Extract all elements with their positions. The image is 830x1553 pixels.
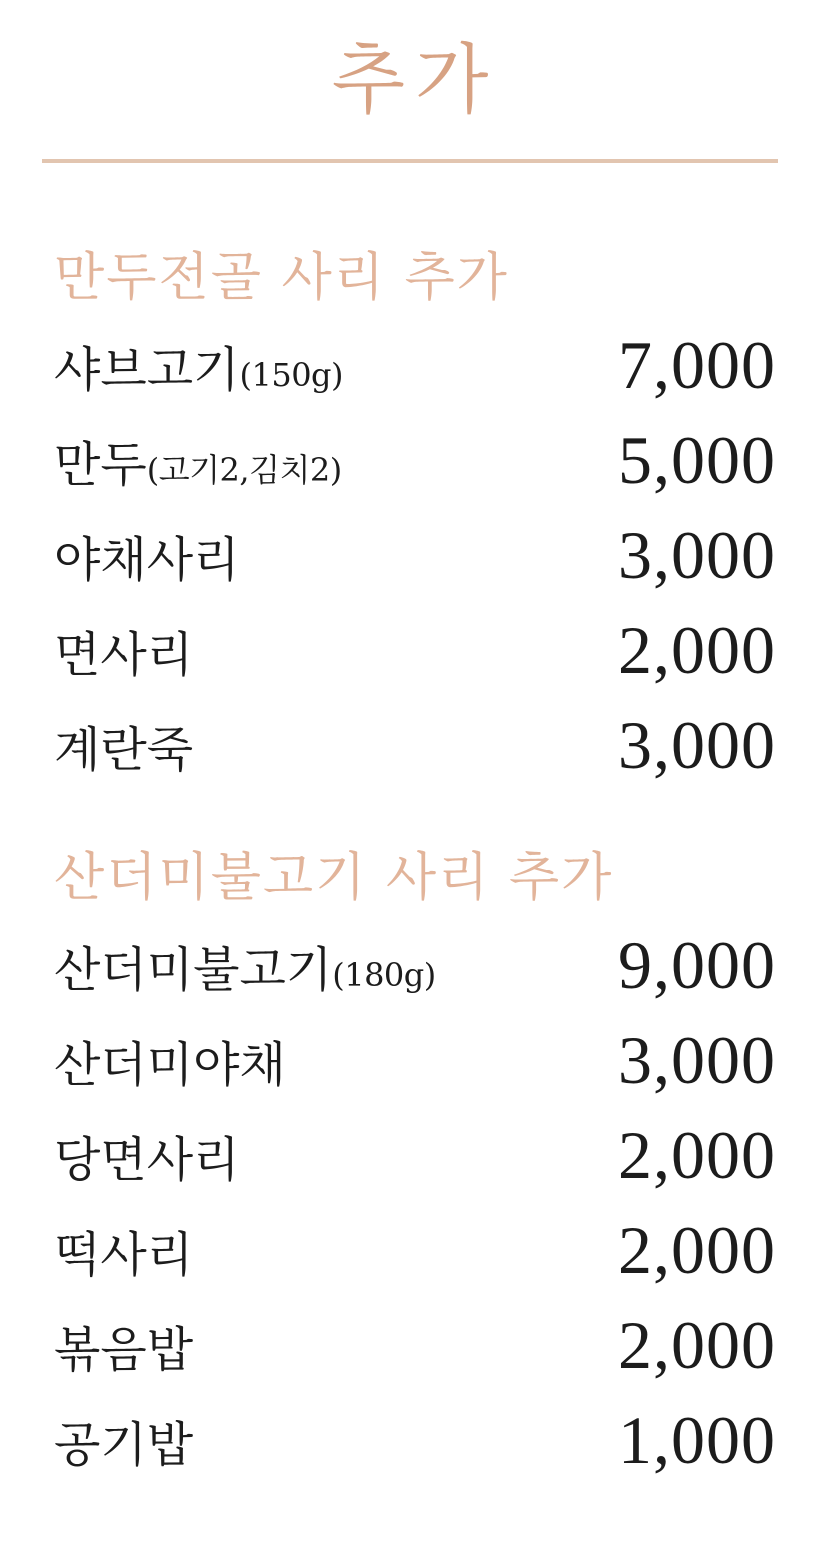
menu-list — [54, 918, 776, 1488]
menu-item — [54, 918, 776, 1013]
item-label — [54, 711, 193, 780]
item-price: 3,000 — [618, 1022, 776, 1098]
item-name: 면사리 — [54, 627, 194, 683]
menu-item — [54, 1013, 776, 1108]
item-label — [54, 1026, 286, 1095]
item-label — [54, 521, 239, 590]
item-name: 만두 — [54, 437, 147, 493]
item-name: 공기밥 — [54, 1417, 194, 1473]
item-name: 산더미불고기 — [54, 942, 333, 998]
item-price: 1,000 — [618, 1402, 776, 1478]
menu-item — [54, 318, 776, 413]
item-price: 9,000 — [618, 927, 776, 1003]
item-price: 3,000 — [618, 707, 776, 783]
section-mandu-jeongol-extras — [54, 238, 776, 793]
section-heading: 산더미불고기 사리 추가 — [54, 848, 614, 908]
item-name: 계란죽 — [54, 722, 194, 778]
item-label — [54, 426, 342, 495]
menu-item — [54, 1203, 776, 1298]
menu-item — [54, 1298, 776, 1393]
item-note: (180g) — [332, 956, 436, 994]
item-name: 떡사리 — [54, 1227, 194, 1283]
item-label — [54, 331, 343, 400]
item-price: 2,000 — [618, 1117, 776, 1193]
item-name: 샤브고기 — [54, 342, 240, 398]
page-title: 추가 — [331, 35, 499, 124]
item-note: (고기2,김치2) — [146, 451, 342, 489]
item-name: 당면사리 — [54, 1132, 240, 1188]
menu-item — [54, 603, 776, 698]
item-name: 볶음밥 — [54, 1322, 194, 1378]
menu-item — [54, 698, 776, 793]
item-price: 7,000 — [618, 327, 776, 403]
section-heading: 만두전골 사리 추가 — [54, 248, 509, 308]
menu-item — [54, 1393, 776, 1488]
section-sandeomi-bulgogi-extras — [54, 838, 776, 1488]
item-name: 산더미야채 — [54, 1037, 286, 1093]
menu-item — [54, 413, 776, 508]
menu-item — [54, 508, 776, 603]
item-price: 5,000 — [618, 422, 776, 498]
item-price: 2,000 — [618, 612, 776, 688]
item-label — [54, 1121, 239, 1190]
item-label — [54, 1406, 193, 1475]
item-price: 2,000 — [618, 1307, 776, 1383]
item-note: (150g) — [239, 356, 344, 394]
item-label — [54, 1311, 193, 1380]
menu-item — [54, 1108, 776, 1203]
item-price: 3,000 — [618, 517, 776, 593]
item-name: 야채사리 — [54, 532, 240, 588]
item-label — [54, 1216, 193, 1285]
title-divider — [42, 159, 778, 163]
item-price: 2,000 — [618, 1212, 776, 1288]
item-label — [54, 931, 436, 1000]
item-label — [54, 616, 193, 685]
menu-list — [54, 318, 776, 793]
